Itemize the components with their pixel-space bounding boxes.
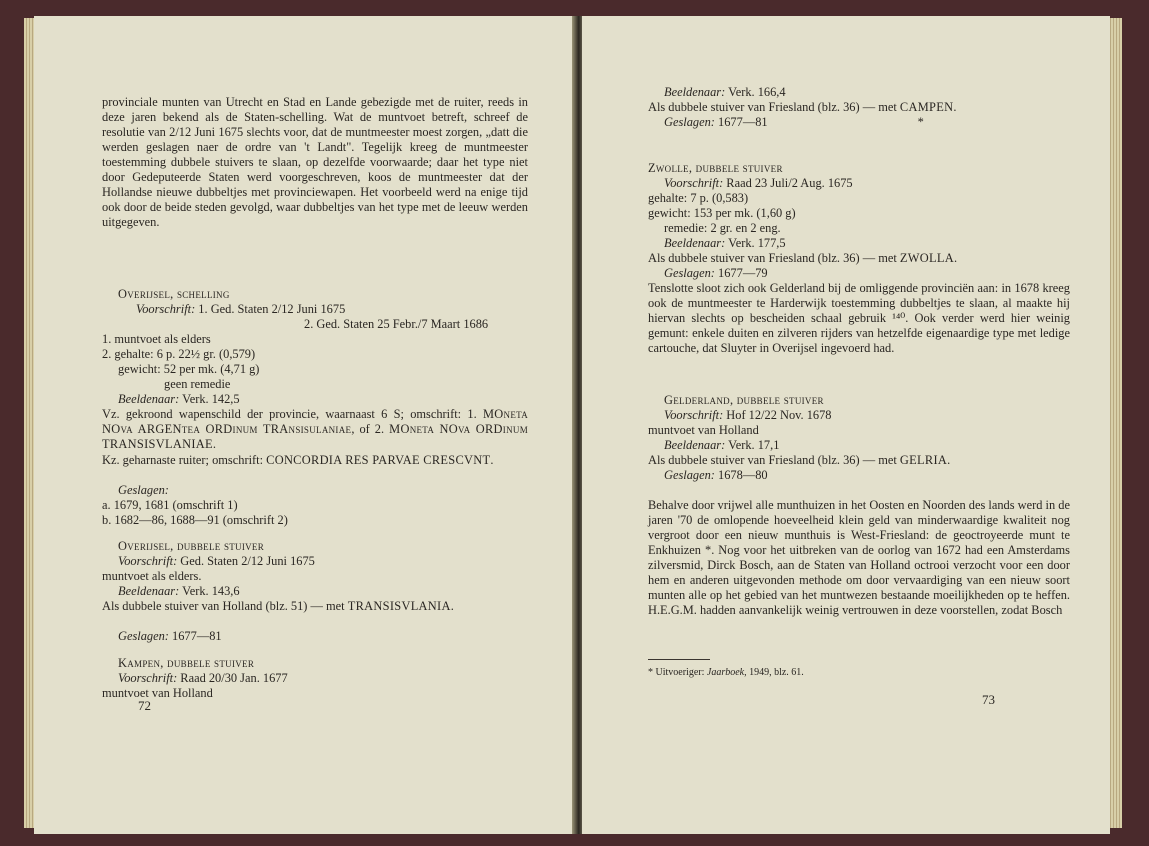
section-overijsel-schelling: Overijsel, schelling Voorschrift: 1. Ged. Staten 2/12 Juni 1675 2. Ged. Staten 25 Febr./7 Maart 1686 1. muntvoet als elders 2. gehalte: 6 p. 22½ gr. (0,579) gewicht: 52 per mk. (4,71 g) geen remedie Beeldenaar: Verk. 142,5: [102, 287, 489, 406]
section-zwolle: Zwolle, dubbele stuiver Voorschrift: Raad 23 Juli/2 Aug. 1675 gehalte: 7 p. (0,583) gewicht: 153 per mk. (1,60 g) remedie: 2 gr. en 2 eng. Beeldenaar: Verk. 177,5 Als dubbele stuiver van Friesland (blz. 36) — met ZWOLLA. Geslagen: 1677—79: [648, 161, 958, 280]
section-kampen-continued: Beeldenaar: Verk. 166,4 Als dubbele stuiver van Friesland (blz. 36) — met CAMPEN. Geslagen: 1677—81 *: [648, 85, 957, 129]
intro-paragraph: provinciale munten van Utrecht en Stad en Lande gebezigde met de ruiter, reeds in deze jaren bekend als de Staten-schelling. Wat de muntvoet betreft, schreef de resolutie van 2/12 Juni 1675 slechts voor, dat de muntmeester moest zorgen, „datt die werden geslagen naer de ordre van 't Landt". Tegelijk kreeg de muntmeester toestemming dubbele stuivers te slaan, op dezelfde voorwaarde; daar het type niet door Gedeputeerde Staten werd voorgeschreven, koos de muntmeester dat der Hollandse nieuwe dubbeltjes met provinciewapen. Het voorbeeld werd na enige tijd ook door de beide steden gevolgd, waar dubbeltjes van het type met de leeuw werden uitgegeven.: [102, 95, 528, 229]
section-heading: Gelderland, dubbele stuiver: [664, 393, 824, 407]
section-heading: Zwolle, dubbele stuiver: [648, 161, 783, 175]
section-heading: Kampen, dubbele stuiver: [118, 656, 255, 670]
gelderland-paragraph: Tenslotte sloot zich ook Gelderland bij de omliggende provinciën aan: in 1678 kreeg ook de muntmeester te Harderwijk toestemming dubbeltjes te slaan, al maakte hij hiervan slechts op bescheiden schaal gebruik ¹⁴⁰. Ook verder werd hier weinig gemunt: enkele duiten en zilveren rijders van hetzelfde eigenaardige type met ledige cartouche, dat Sluyter in Overijsel ingevoerd had.: [648, 281, 1070, 355]
vz-description: Vz. gekroond wapenschild der provincie, waarnaast 6 S; omschrift: 1. MOneta NOva ARGENtea ORDinum TRAnsisulaniae, of 2. MOneta NOva ORDinum TRANSISVLANIAE.: [102, 407, 529, 451]
enkhuizen-paragraph: Behalve door vrijwel alle munthuizen in het Oosten en Noorden des lands werd in de jaren '70 de omlopende hoeveelheid klein geld van minderwaardige kwaliteit nog vergroot door een nieuw munthuis is West-Friesland: de geoctroyeerde munt te Enkhuizen *. Nog voor het uitbreken van de oorlog van 1672 had een Amsterdams zilversmid, Dirck Bosch, aan de Staten van Holland octrooi verzocht voor een door hem en anderen uitgevonden methode om door vervaardiging van een nieuw soort munten alle op het gebied van het muntwezen bestaande moeilijkheden op te heffen. H.E.G.M. hadden aanvankelijk weinig vertrouwen in deze voorstellen, zodat Bosch: [648, 498, 1070, 617]
right-page-edges: [1108, 18, 1122, 828]
als-overijsel: Als dubbele stuiver van Holland (blz. 51) — met TRANSISVLANIA.: [102, 599, 454, 613]
page-number: 73: [982, 692, 995, 707]
section-heading: Overijsel, schelling: [118, 287, 230, 301]
footnote: * Uitvoeriger: Jaarboek, 1949, blz. 61.: [648, 667, 804, 678]
section-overijsel-dubbele-stuiver: Overijsel, dubbele stuiver Voorschrift: Ged. Staten 2/12 Juni 1675 muntvoet als elders. Beeldenaar: Verk. 143,6: [102, 539, 315, 598]
geslagen-list: Geslagen: a. 1679, 1681 (omschrift 1) b. 1682—86, 1688—91 (omschrift 2): [102, 483, 288, 527]
left-page: provinciale munten van Utrecht en Stad en Lande gebezigde met de ruiter, reeds in deze jaren bekend als de Staten-schelling. Wat de muntvoet betreft, schreef de resolutie van 2/12 Juni 1675 slechts voor, dat de muntmeester moest zorgen, „datt die werden geslagen naer de ordre van 't Landt". Tegelijk kreeg de muntmeester toestemming dubbele stuivers te slaan, op dezelfde voorwaarde; daar het type niet door Gedeputeerde Staten werd voorgeschreven, koos de muntmeester dat der Hollandse nieuwe dubbeltjes met provinciewapen. Het voorbeeld werd na enige tijd ook door de beide steden gevolgd, waar dubbeltjes van het type met de leeuw werden uitgegeven. Overijsel, schelling Voorschrift: 1. Ged. Staten 2/12 Juni 1675 2. Ged. Staten 25 Febr./7 Maart 1686 1. muntvoet als elders 2. gehalte: 6 p. 22½ gr. (0,579) gewicht: 52 per mk. (4,71 g) geen remedie Beeldenaar: Verk. 142,5 Vz. gekroond wapenschild der provincie, waarnaast 6 S; omschrift: 1. MOneta NOva ARGENtea ORDinum TRAnsisulaniae, of 2. MOneta NOva ORDinum TRANSISVLANIAE. Kz. geharnaste ruiter; omschrift: CONCORDIA RES PARVAE CRESCVNT. Geslagen: a. 1679, 1681 (omschrift 1) b. 1682—86, 1688—91 (omschrift 2) Overijsel, dubbele stuiver Voorschrift: Ged. Staten 2/12 Juni 1675 muntvoet als elders. Beeldenaar: Verk. 143,6 Als dubbele stuiver van Holland (blz. 51) — met TRANSISVLANIA. Geslagen: 1677—81 Kampen, dubbele stuiver Voorschrift: Raad 20/30 Jan. 1677 muntvoet van Holland 72: [34, 16, 574, 834]
section-heading: Overijsel, dubbele stuiver: [118, 539, 265, 553]
footnote-rule: [648, 659, 710, 660]
section-kampen: Kampen, dubbele stuiver Voorschrift: Raad 20/30 Jan. 1677 muntvoet van Holland: [102, 656, 288, 700]
section-gelderland: Gelderland, dubbele stuiver Voorschrift: Hof 12/22 Nov. 1678 muntvoet van Holland Beeldenaar: Verk. 17,1 Als dubbele stuiver van Friesland (blz. 36) — met GELRIA. Geslagen: 1678—80: [648, 393, 951, 482]
right-page: [582, 16, 1110, 834]
kz-description: Kz. geharnaste ruiter; omschrift: CONCORDIA RES PARVAE CRESCVNT.: [102, 453, 494, 467]
page-number: 72: [138, 698, 151, 713]
